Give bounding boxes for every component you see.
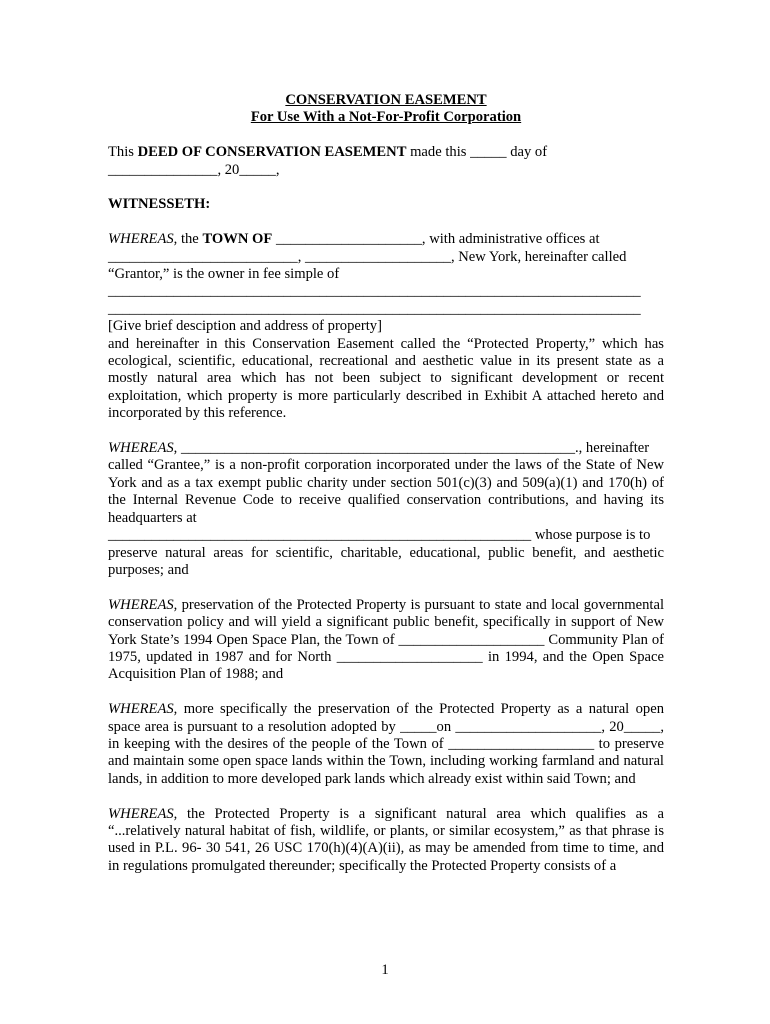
p1-text-b: ____________________, with administrative offices at xyxy=(272,231,600,248)
p3-body: , preservation of the Protected Property is pursuant to state and local governmental conservation policy and will yield a significant public benefit, specifically in support of New York State’s 1994 Open Space Plan, the Town of ____________________ Community Plan of 1975, updated in 1987 and for North ____________________ in 1994, and the Open Space Acquisition Plan of 1988; and xyxy=(108,596,664,683)
whereas-label: WHEREAS xyxy=(108,805,174,822)
whereas-paragraph-4 xyxy=(108,701,664,788)
whereas-paragraph-1 xyxy=(108,231,664,422)
p1-property-note: [Give brief desciption and address of property] xyxy=(108,318,382,335)
page-number: 1 xyxy=(381,962,389,978)
p1-line2: __________________________, ____________________, New York, hereinafter called xyxy=(108,248,627,265)
deed-rest: made this _____ day of xyxy=(406,144,548,161)
deed-date-line: _______________, 20_____, xyxy=(108,161,280,178)
deed-title-bold: DEED OF CONSERVATION EASEMENT xyxy=(137,144,407,161)
whereas-paragraph-5 xyxy=(108,806,664,876)
whereas-paragraph-3 xyxy=(108,597,664,684)
document-title: CONSERVATION EASEMENT xyxy=(285,92,487,108)
p2-headquarters-line: __________________________________________________________ whose purpose is to xyxy=(108,527,651,544)
p1-line3: “Grantor,” is the owner in fee simple of xyxy=(108,266,340,283)
p5-body: , the Protected Property is a significant natural area which qualifies as a “...relatively natural habitat of fish, wildlife, or plants, or similar ecosystem,” as that phrase is used in P.L. 96- 30 541, 26 USC 170(h)(4)(A)(ii), as may be amended from time to time, and in regulations promulgated thereunder; specifically the Protected Property consists of a xyxy=(108,805,664,874)
deed-intro: This xyxy=(108,144,138,161)
whereas-label: WHEREAS xyxy=(108,231,174,248)
whereas-label: WHEREAS xyxy=(108,440,174,457)
p2-line1: , ______________________________________________________., hereinafter xyxy=(173,440,650,457)
whereas-paragraph-2 xyxy=(108,440,664,579)
p1-blank-line-2: _________________________________________________________________________ xyxy=(108,300,641,317)
p2-body: called “Grantee,” is a non-profit corporation incorporated under the laws of the State of New York and as a tax exempt public charity under section 501(c)(3) and 509(a)(1) and 170(h) of the Internal Revenue Code to receive qualified conservation contributions, and having its headquarters at xyxy=(108,457,664,526)
document-page xyxy=(108,92,664,875)
witnesseth-heading: WITNESSETH: xyxy=(108,196,211,213)
deed-paragraph xyxy=(108,144,664,179)
p1-body: and hereinafter in this Conservation Easement called the “Protected Property,” which has ecological, scientific, educational, recreational and aesthetic value in its present state as a mostly natural area which has not been subject to significant development or recent exploitation, which property is more particularly described in Exhibit A attached hereto and incorporated by this reference. xyxy=(108,335,664,422)
p2-tail: preserve natural areas for scientific, charitable, educational, public benefit, and aesthetic purposes; and xyxy=(108,544,664,578)
town-of-bold: TOWN OF xyxy=(202,231,273,248)
whereas-label: WHEREAS xyxy=(108,701,174,718)
p4-body: , more specifically the preservation of the Protected Property as a natural open space area is pursuant to a resolution adopted by _____on ____________________, 20_____, in keeping with the desires of the people of the Town of ____________________ to preserve and maintain some open space lands within the Town, including working farmland and natural lands, in addition to more developed park lands which already exist within said Town; and xyxy=(108,701,664,787)
p1-text-a: , the xyxy=(173,231,203,248)
document-subtitle: For Use With a Not-For-Profit Corporation xyxy=(250,109,522,126)
whereas-label: WHEREAS xyxy=(108,596,174,613)
p1-blank-line-1: _________________________________________________________________________ xyxy=(108,283,641,300)
